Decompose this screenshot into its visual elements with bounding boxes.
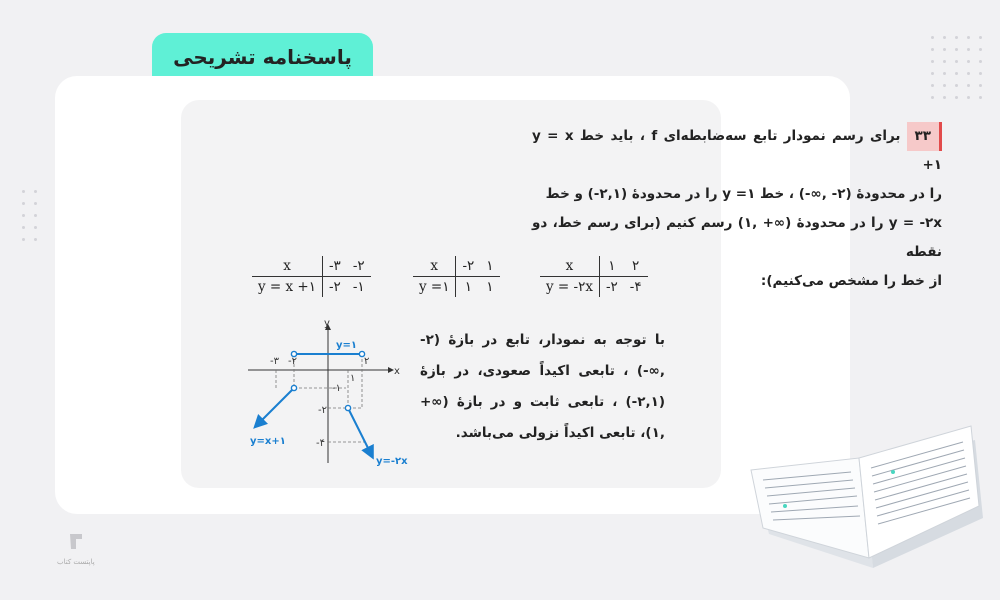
svg-text:y=x+۱: y=x+۱ — [250, 436, 286, 447]
graph-labels — [250, 318, 408, 467]
svg-text:-۲: -۲ — [288, 356, 297, 367]
svg-text:-۴: -۴ — [316, 438, 325, 449]
open-book-image — [745, 410, 985, 580]
value-table-3: x ۱ ۲ y = -۲x -۲ -۴ — [540, 256, 648, 297]
y-axis-label: y — [324, 318, 330, 329]
function-graph — [246, 318, 416, 468]
question-line-1: ۳۳برای رسم نمودار تابع سه‌ضابطه‌ای f ، باید خط y = x +۱ — [532, 122, 942, 180]
question-number: ۳۳ — [907, 122, 942, 151]
section-tab: پاسخنامه تشریحی — [152, 33, 373, 80]
graph-guides — [276, 354, 366, 442]
svg-text:-۱: -۱ — [332, 383, 341, 394]
svg-text:-۳: -۳ — [270, 356, 279, 367]
question-line-4: از خط را مشخص می‌کنیم): — [760, 273, 942, 289]
svg-text:y=-۲x: y=-۲x — [376, 456, 408, 467]
decorative-dots — [931, 36, 982, 99]
brand-logo-icon — [64, 530, 88, 552]
brand-logo-text: پاپتست کتاب — [57, 558, 95, 566]
svg-text:-۲: -۲ — [318, 405, 327, 416]
svg-text:y=۱: y=۱ — [336, 340, 358, 351]
brand-logo — [57, 530, 95, 566]
value-table-1: x -۳ -۲ y = x +۱ -۲ -۱ — [252, 256, 371, 297]
value-table-2: x -۲ ۱ y =۱ ۱ ۱ — [413, 256, 500, 297]
conclusion-text: با توجه به نمودار، تابع در بازهٔ (۲- ,∞-) ، تابعی اکیداً صعودی، در بازهٔ (۲,۱-) ، تابعی ثابت و در بازهٔ (∞+ ,۱)، تابعی اکیداً نزولی می‌باشد. — [420, 332, 665, 441]
question-line-3: y = -۲x را در محدودهٔ (∞+ ,۱) رسم کنیم (برای رسم خط، دو نقطه — [532, 215, 943, 260]
x-axis-label: x — [394, 366, 400, 377]
decorative-dots — [22, 190, 37, 241]
svg-text:۱: ۱ — [350, 373, 356, 384]
svg-text:۲: ۲ — [364, 356, 370, 367]
question-line-2: را در محدودهٔ (۲- ,∞-) ، خط y =۱ را در محدودهٔ (۲,۱-) و خط — [545, 186, 942, 202]
